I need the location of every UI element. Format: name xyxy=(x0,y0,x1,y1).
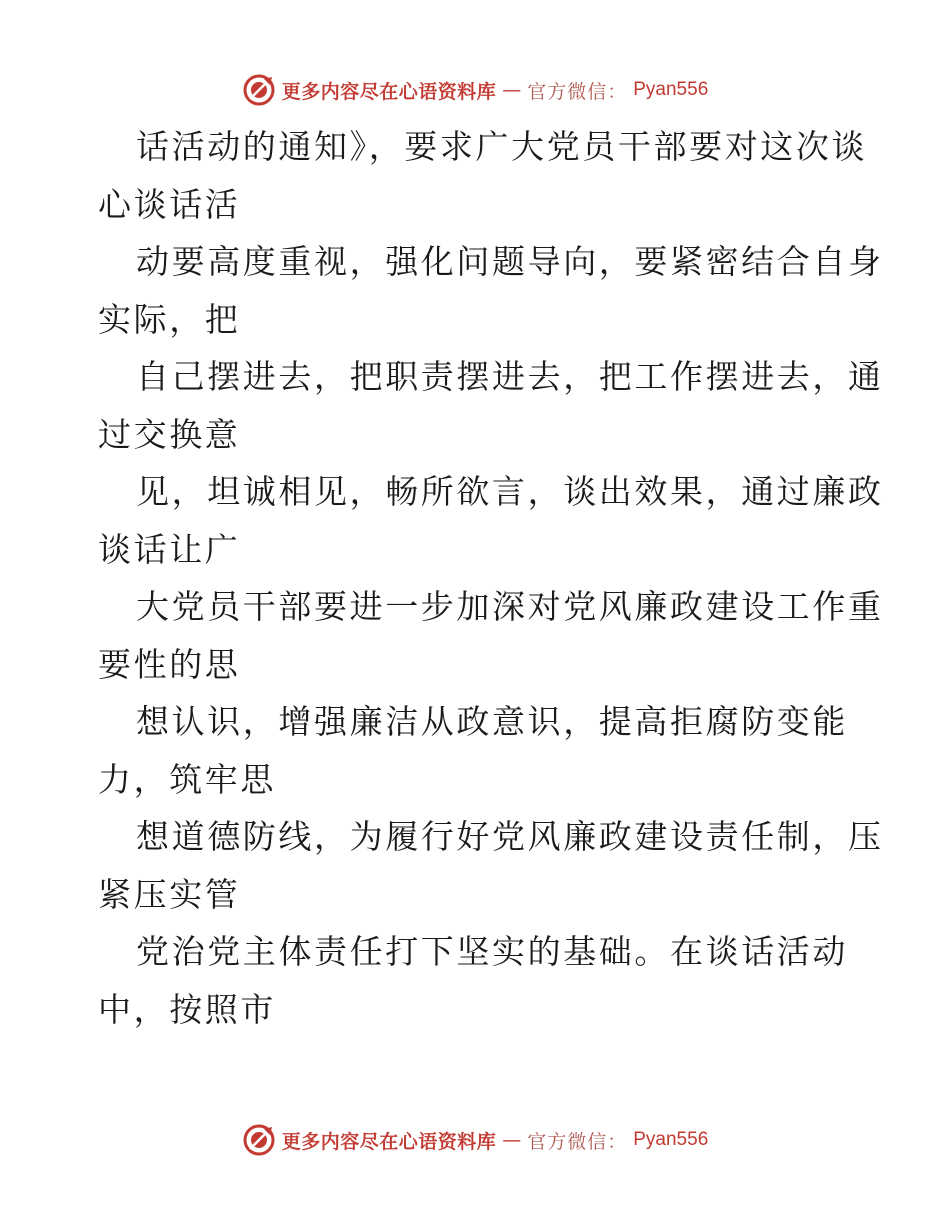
red-seal-pen-icon xyxy=(242,73,276,107)
body-line: 要性的思 xyxy=(98,644,241,684)
body-line: 过交换意 xyxy=(98,414,241,454)
body-line: 自己摆进去，把职责摆进去，把工作摆进去，通 xyxy=(136,357,884,396)
body-line: 话活动的通知》，要求广大党员干部要对这次谈 xyxy=(136,127,868,166)
footer-watermark xyxy=(0,1120,950,1160)
red-seal-pen-icon xyxy=(242,1123,276,1157)
body-line: 动要高度重视，强化问题导向，要紧密结合自身 xyxy=(136,242,884,281)
watermark-wechat-id: Pyan556 xyxy=(633,79,709,100)
watermark-dash: — xyxy=(502,79,522,101)
body-line: 心谈话活 xyxy=(98,184,241,224)
body-line: 中，按照市 xyxy=(98,989,276,1029)
header-watermark xyxy=(0,70,950,110)
body-line: 紧压实管 xyxy=(98,874,241,914)
watermark-site-text: 更多内容尽在心语资料库 xyxy=(281,80,497,103)
body-line: 见，坦诚相见，畅所欲言，谈出效果，通过廉政 xyxy=(136,472,884,511)
body-line: 党治党主体责任打下坚实的基础。在谈话活动 xyxy=(136,932,848,971)
body-line: 想道德防线，为履行好党风廉政建设责任制，压 xyxy=(136,817,884,856)
watermark-label: 官方微信： xyxy=(527,80,628,103)
body-line: 力，筑牢思 xyxy=(98,759,276,799)
document-body xyxy=(98,118,884,1038)
watermark-site-text: 更多内容尽在心语资料库 xyxy=(281,1130,497,1153)
watermark-label: 官方微信： xyxy=(527,1130,628,1153)
body-line: 实际，把 xyxy=(98,299,241,339)
watermark-dash: — xyxy=(502,1129,522,1151)
body-line: 谈话让广 xyxy=(98,529,241,569)
body-line: 大党员干部要进一步加深对党风廉政建设工作重 xyxy=(136,587,884,626)
watermark-wechat-id: Pyan556 xyxy=(633,1129,709,1150)
body-line: 想认识，增强廉洁从政意识，提高拒腐防变能 xyxy=(136,702,848,741)
